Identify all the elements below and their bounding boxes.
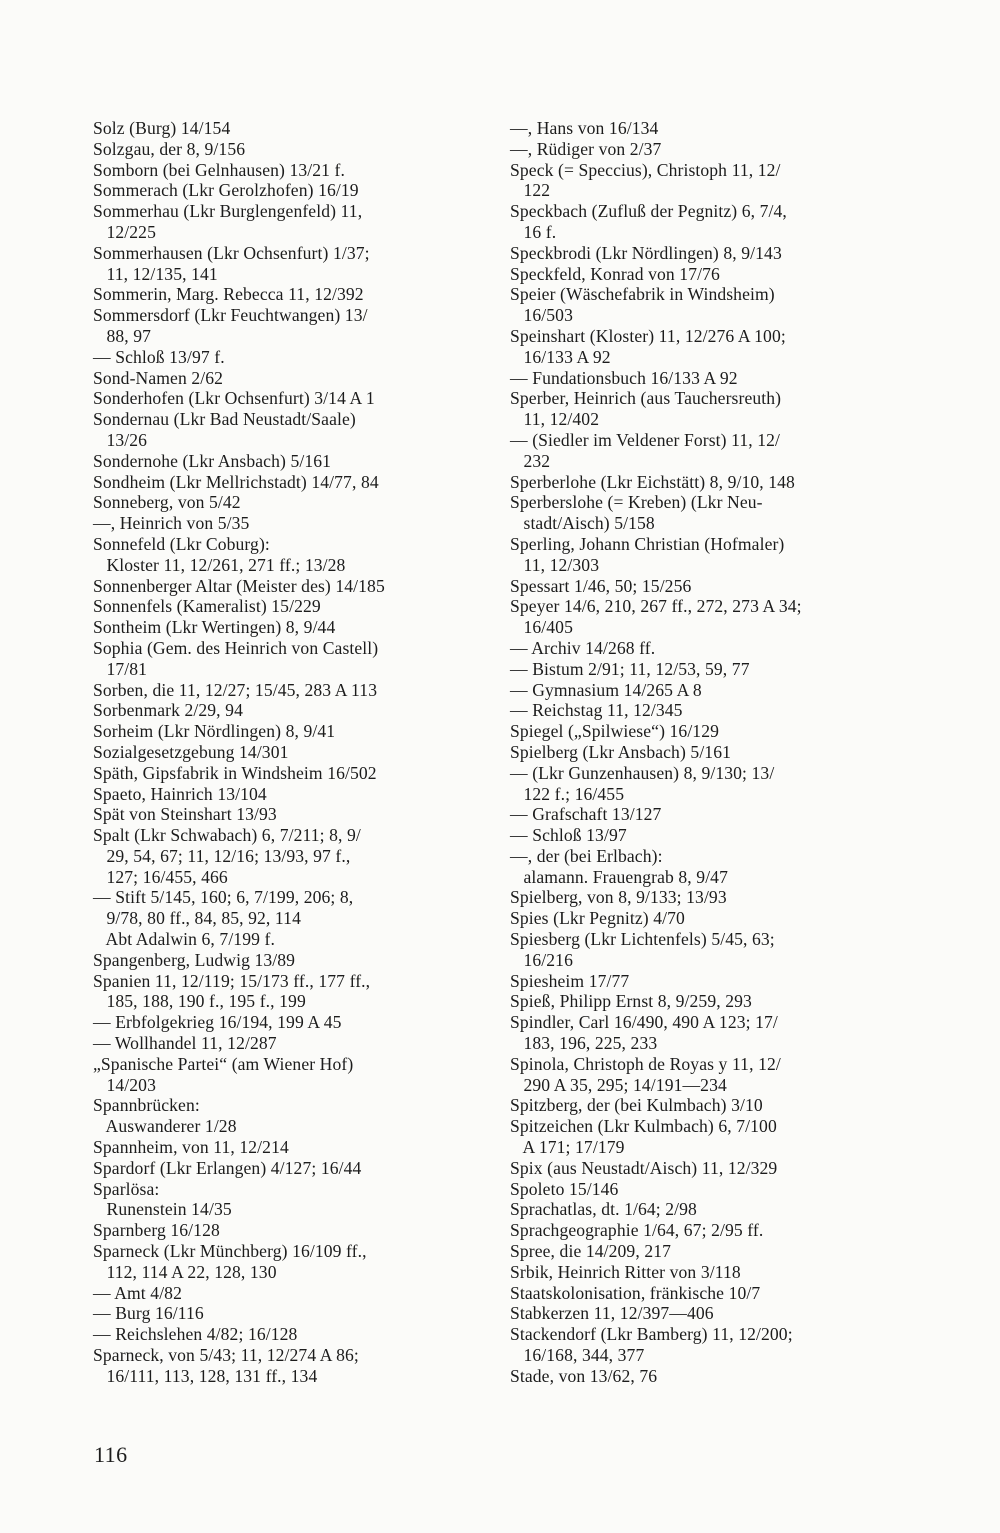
right-index-entry-line: Speck (= Speccius), Christoph 11, 12/ — [510, 159, 781, 180]
right-index-entry-line: Sperber, Heinrich (aus Tauchersreuth) — [510, 388, 782, 409]
right-index-entry-line: 16/216 — [510, 949, 573, 970]
left-index-entry-line: Sonneberg, von 5/42 — [93, 492, 241, 513]
left-index-entry-line: Somborn (bei Gelnhausen) 13/21 f. — [93, 159, 346, 180]
right-index-entry-line: Spinola, Christoph de Royas y 11, 12/ — [510, 1053, 781, 1074]
left-index-entry-line: Sonnenberger Altar (Meister des) 14/185 — [93, 575, 385, 596]
left-index-entry-line: Sommerhau (Lkr Burglengenfeld) 11, — [93, 201, 363, 222]
right-index-entry-line: Spix (aus Neustadt/Aisch) 11, 12/329 — [510, 1157, 778, 1178]
right-index-entry-line: Sperling, Johann Christian (Hofmaler) — [510, 533, 785, 554]
right-index-entry-line: 290 A 35, 295; 14/191—234 — [510, 1074, 727, 1095]
right-index-entry-line: Sperberlohe (Lkr Eichstätt) 8, 9/10, 148 — [510, 471, 795, 492]
left-index-entry-line: Solz (Burg) 14/154 — [93, 118, 231, 138]
left-index-entry-line: 9/78, 80 ff., 84, 85, 92, 114 — [93, 908, 301, 929]
right-index-entry-line: Spindler, Carl 16/490, 490 A 123; 17/ — [510, 1012, 778, 1033]
right-index-entry-line: — Gymnasium 14/265 A 8 — [510, 679, 702, 700]
left-index-entry-line: Spangenberg, Ludwig 13/89 — [93, 949, 296, 970]
right-index-entry-line: Spiesberg (Lkr Lichtenfels) 5/45, 63; — [510, 929, 775, 950]
right-index-entry-line: Speckbach (Zufluß der Pegnitz) 6, 7/4, — [510, 201, 787, 222]
left-index-entry-line: Kloster 11, 12/261, 271 ff.; 13/28 — [93, 554, 346, 575]
left-index-entry-line: — Reichslehen 4/82; 16/128 — [93, 1324, 298, 1345]
left-index-entry-line: Runenstein 14/35 — [93, 1199, 232, 1220]
right-index-entry-line: Spoleto 15/146 — [510, 1178, 619, 1199]
right-index-entry-line: stadt/Aisch) 5/158 — [510, 513, 655, 534]
left-index-entry-line: — Erbfolgekrieg 16/194, 199 A 45 — [93, 1012, 342, 1033]
left-index-entry-line: Sonderhofen (Lkr Ochsenfurt) 3/14 A 1 — [93, 388, 375, 409]
right-index-entry-line: 122 — [510, 180, 551, 201]
left-index-entry-line: 112, 114 A 22, 128, 130 — [93, 1261, 277, 1282]
right-index-entry-line: Spielberg (Lkr Ansbach) 5/161 — [510, 741, 731, 762]
left-index-entry-line: Sommersdorf (Lkr Feuchtwangen) 13/ — [93, 305, 368, 326]
left-index-entry-line: 88, 97 — [93, 325, 152, 346]
right-index-entry-line: 11, 12/402 — [510, 409, 600, 430]
right-index-entry-line: 122 f.; 16/455 — [510, 783, 625, 804]
right-index-entry-line: —, der (bei Erlbach): — [510, 845, 663, 866]
right-index-entry-line: — (Siedler im Veldener Forst) 11, 12/ — [510, 429, 781, 450]
left-index-entry-line: — Burg 16/116 — [93, 1303, 204, 1324]
right-index-entry-line: Spieß, Philipp Ernst 8, 9/259, 293 — [510, 991, 752, 1012]
left-index-entry-line: Auswanderer 1/28 — [93, 1116, 237, 1137]
left-index-entry-line: 13/26 — [93, 429, 148, 450]
left-index-entry-line: Spät von Steinshart 13/93 — [93, 804, 277, 825]
left-index-entry-line: Spaeto, Hainrich 13/104 — [93, 783, 267, 804]
left-index-entry-line: Sorben, die 11, 12/27; 15/45, 283 A 113 — [93, 679, 378, 700]
right-index-entry-line: Stade, von 13/62, 76 — [510, 1365, 658, 1386]
left-index-entry-line: 11, 12/135, 141 — [93, 263, 218, 284]
right-index-entry-line: Srbik, Heinrich Ritter von 3/118 — [510, 1261, 741, 1282]
right-index-entry-line: Spiesheim 17/77 — [510, 970, 630, 991]
right-index-entry-line: Spitzberg, der (bei Kulmbach) 3/10 — [510, 1095, 763, 1116]
right-index-entry-line: Sprachatlas, dt. 1/64; 2/98 — [510, 1199, 697, 1220]
left-index-entry-line: Sond-Namen 2/62 — [93, 367, 224, 388]
right-index-entry-line: A 171; 17/179 — [510, 1137, 625, 1158]
right-index-entry-line: Speier (Wäschefabrik in Windsheim) — [510, 284, 775, 305]
left-index-entry-line: Sondheim (Lkr Mellrichstadt) 14/77, 84 — [93, 471, 379, 492]
right-index-entry-line: Sprachgeographie 1/64, 67; 2/95 ff. — [510, 1220, 764, 1241]
left-index-entry-line: Spardorf (Lkr Erlangen) 4/127; 16/44 — [93, 1157, 362, 1178]
right-index-entry-line: Speckfeld, Konrad von 17/76 — [510, 263, 720, 284]
left-index-entry-line: Spannbrücken: — [93, 1095, 200, 1116]
right-index-entry-line: 232 — [510, 450, 551, 471]
left-index-entry-line: Sontheim (Lkr Wertingen) 8, 9/44 — [93, 617, 336, 638]
right-index-entry-line: 183, 196, 225, 233 — [510, 1033, 658, 1054]
left-index-entry-line: Späth, Gipsfabrik in Windsheim 16/502 — [93, 762, 377, 783]
right-index-entry-line: 16/133 A 92 — [510, 346, 611, 367]
left-index-entry-line: — Wollhandel 11, 12/287 — [93, 1033, 277, 1054]
right-index-entry-line: —, Hans von 16/134 — [510, 118, 659, 138]
right-index-entry-line: — Fundationsbuch 16/133 A 92 — [510, 367, 738, 388]
left-index-entry-line: Solzgau, der 8, 9/156 — [93, 138, 246, 159]
left-index-entry-line: Sorbenmark 2/29, 94 — [93, 700, 243, 721]
left-index-entry-line: 17/81 — [93, 658, 148, 679]
right-index-entry-line: —, Rüdiger von 2/37 — [510, 138, 662, 159]
right-index-entry-line: Stabkerzen 11, 12/397—406 — [510, 1303, 714, 1324]
left-index-entry-line: Sonnenfels (Kameralist) 15/229 — [93, 596, 321, 617]
left-index-entry-line: 127; 16/455, 466 — [93, 866, 228, 887]
left-index-entry-line: Sparneck (Lkr Münchberg) 16/109 ff., — [93, 1241, 367, 1262]
left-index-entry-line: Sondernau (Lkr Bad Neustadt/Saale) — [93, 409, 356, 430]
left-index-entry-line: Spanien 11, 12/119; 15/173 ff., 177 ff., — [93, 970, 371, 991]
left-index-entry-line: Sparnberg 16/128 — [93, 1220, 220, 1241]
right-index-entry-line: — (Lkr Gunzenhausen) 8, 9/130; 13/ — [510, 762, 775, 783]
left-index-entry-line: 29, 54, 67; 11, 12/16; 13/93, 97 f., — [93, 845, 351, 866]
right-index-entry-line: 16/503 — [510, 305, 573, 326]
left-index-entry-line: 12/225 — [93, 221, 156, 242]
left-index-entry-line: — Schloß 13/97 f. — [93, 346, 225, 367]
left-index-entry-line: Sorheim (Lkr Nördlingen) 8, 9/41 — [93, 721, 336, 742]
right-index-entry-line: 16 f. — [510, 221, 557, 242]
left-index-entry-line: 16/111, 113, 128, 131 ff., 134 — [93, 1365, 318, 1386]
left-index-entry-line: Sparlösa: — [93, 1178, 160, 1199]
left-index-entry-line: Sonnefeld (Lkr Coburg): — [93, 533, 270, 554]
right-index-entry-line: 16/168, 344, 377 — [510, 1345, 645, 1366]
left-index-entry-line: Sommerin, Marg. Rebecca 11, 12/392 — [93, 284, 364, 305]
right-index-entry-line: Spies (Lkr Pegnitz) 4/70 — [510, 908, 685, 929]
left-index-entry-line: — Stift 5/145, 160; 6, 7/199, 206; 8, — [93, 887, 354, 908]
right-index-entry-line: Spiegel („Spilwiese“) 16/129 — [510, 721, 719, 742]
left-index-entry-line: 185, 188, 190 f., 195 f., 199 — [93, 991, 306, 1012]
right-index-entry-line: Spree, die 14/209, 217 — [510, 1241, 672, 1262]
page-number: 116 — [94, 1442, 128, 1467]
right-index-entry-line: 16/405 — [510, 617, 573, 638]
right-index-entry-line: — Schloß 13/97 — [510, 825, 627, 846]
right-index-entry-line: Speyer 14/6, 210, 267 ff., 272, 273 A 34; — [510, 596, 802, 617]
right-index-entry-line: — Grafschaft 13/127 — [510, 804, 662, 825]
right-index-entry-line: alamann. Frauengrab 8, 9/47 — [510, 866, 728, 887]
right-index-entry-line: Spielberg, von 8, 9/133; 13/93 — [510, 887, 727, 908]
right-index-entry-line: — Reichstag 11, 12/345 — [510, 700, 683, 721]
left-index-entry-line: Sondernohe (Lkr Ansbach) 5/161 — [93, 450, 332, 471]
left-index-entry-line: Sparneck, von 5/43; 11, 12/274 A 86; — [93, 1345, 359, 1366]
left-index-entry-line: „Spanische Partei“ (am Wiener Hof) — [93, 1053, 354, 1074]
right-index-entry-line: Sperberslohe (= Kreben) (Lkr Neu- — [510, 492, 763, 513]
left-index-entry-line: Spannheim, von 11, 12/214 — [93, 1137, 289, 1158]
left-index-entry-line: — Amt 4/82 — [93, 1282, 182, 1303]
right-index-entry-line: Speckbrodi (Lkr Nördlingen) 8, 9/143 — [510, 242, 782, 263]
left-index-entry-line: 14/203 — [93, 1074, 156, 1095]
right-index-entry-line: — Bistum 2/91; 11, 12/53, 59, 77 — [510, 658, 750, 679]
right-index-entry-line: Spessart 1/46, 50; 15/256 — [510, 575, 692, 596]
left-index-entry-line: —, Heinrich von 5/35 — [93, 513, 250, 534]
right-index-entry-line: 11, 12/303 — [510, 554, 600, 575]
left-index-entry-line: Sommerach (Lkr Gerolzhofen) 16/19 — [93, 180, 359, 201]
right-index-entry-line: Stackendorf (Lkr Bamberg) 11, 12/200; — [510, 1324, 793, 1345]
left-index-entry-line: Sozialgesetzgebung 14/301 — [93, 741, 289, 762]
right-index-entry-line: Staatskolonisation, fränkische 10/7 — [510, 1282, 761, 1303]
left-index-entry-line: Abt Adalwin 6, 7/199 f. — [93, 929, 275, 950]
left-index-entry-line: Sommerhausen (Lkr Ochsenfurt) 1/37; — [93, 242, 370, 263]
left-index-entry-line: Sophia (Gem. des Heinrich von Castell) — [93, 637, 379, 658]
left-index-entry-line: Spalt (Lkr Schwabach) 6, 7/211; 8, 9/ — [93, 825, 361, 846]
right-index-entry-line: — Archiv 14/268 ff. — [510, 637, 656, 658]
right-index-entry-line: Spitzeichen (Lkr Kulmbach) 6, 7/100 — [510, 1116, 777, 1137]
index-column-right — [510, 118, 902, 1387]
index-column-left — [93, 118, 485, 1387]
right-index-entry-line: Speinshart (Kloster) 11, 12/276 A 100; — [510, 325, 786, 346]
